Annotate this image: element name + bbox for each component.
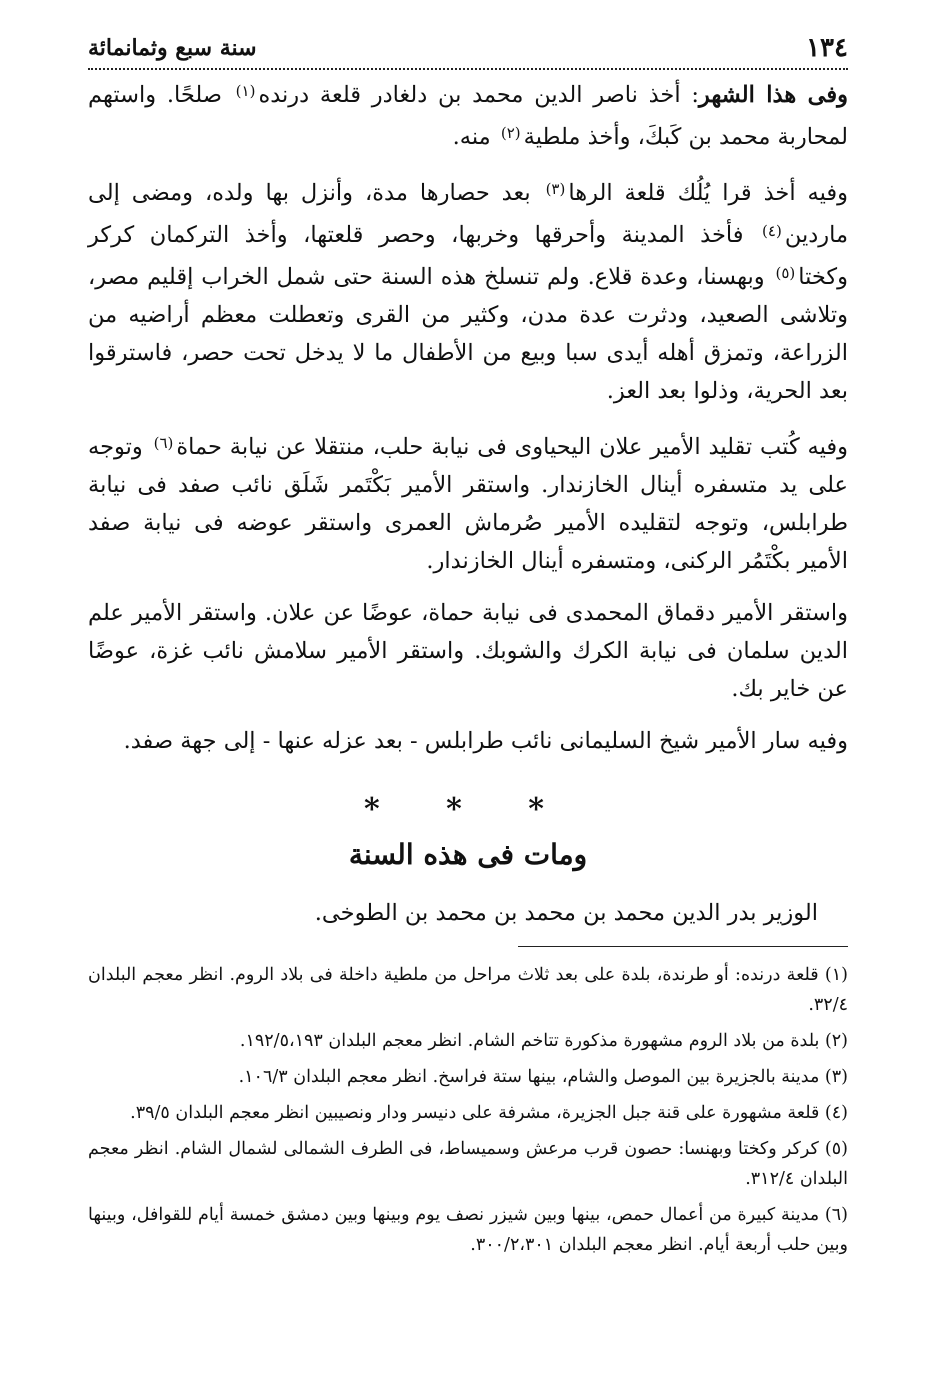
page-header: [88, 28, 848, 70]
footnote-1: (١) قلعة درنده: أو طرندة، بلدة على بعد ثلاث مراحل من ملطية داخلة فى بلاد الروم. انظر معجم البلدان ٣٢/٤.: [88, 965, 848, 1015]
footnote-ref-1[interactable]: (١): [235, 82, 256, 100]
section-heading: ومات فى هذه السنة: [348, 838, 588, 871]
footnotes: [88, 960, 848, 1266]
paragraph-2: [88, 170, 848, 410]
paragraph-lead: وفى هذا الشهر: [698, 82, 848, 108]
paragraph-4: واستقر الأمير دقماق المحمدى فى نيابة حماة، عوضًا عن علان. واستقر الأمير علم الدين سلمان فى نيابة الكرك والشوبك. واستقر الأمير سلامش نائب غزة، عوضًا عن خاير بك.: [88, 600, 848, 702]
footnote-separator: [518, 946, 848, 947]
paragraph-text: فأخذ المدينة وأحرقها وخربها، وحصر قلعتها، وأخذ التركمان كركر وكختا: [88, 222, 848, 290]
paragraph-3: [88, 424, 848, 580]
paragraph-text: وتوجه على يد متسفره أينال الخازندار. واستقر الأمير بَكْتَمر شَلَق نائب صفد فى نيابة طرابلس، وتوجه لتقليده الأمير صُرماش العمرى واستقر عوضه فى نيابة صفد الأمير بكْتَمُر الركنى، ومتسفره أينال الخازندار.: [88, 434, 848, 574]
footnote-ref-6[interactable]: (٦): [153, 434, 174, 452]
footnote-5: (٥) كركر وكختا وبهنسا: حصون قرب مرعش وسميساط، فى الطرف الشمالى لشمال الشام. انظر معجم البلدان ٣١٢/٤.: [88, 1139, 848, 1189]
paragraph-text: صلحًا. واستهم لمحاربة محمد بن كَبكَ، وأخذ ملطية: [88, 82, 848, 150]
paragraph-text: : أخذ ناصر الدين محمد بن دلغادر قلعة درنده: [258, 82, 699, 108]
footnote-ref-3[interactable]: (٣): [545, 180, 566, 198]
paragraph-1: [88, 72, 848, 156]
page-number: ١٣٤: [806, 33, 848, 63]
paragraph-text: منه.: [452, 124, 498, 150]
footnote-6: (٦) مدينة كبيرة من أعمال حمص، بينها وبين شيزر نصف يوم وبينها وبين دمشق خمسة أيام للقوافل، وبينها وبين حلب أربعة أيام. انظر معجم البلدان ٣٠٠/٢،٣٠١.: [88, 1205, 848, 1255]
section-divider-stars: * * *: [364, 792, 572, 827]
paragraph-text: وبهسنا، وعدة قلاع. ولم تنسلخ هذه السنة حتى شمل الخراب إقليم مصر، وتلاشى الصعيد، ودثرت عدة مدن، وكثير من القرى وتعطلت معظم أراضيه من الزراعة، وتمزق أهله أيدى سبا وبيع من الأطفال ما لا يدخل تحت حصر، فاسترقوا بعد الحرية، وذلوا بعد العز.: [88, 264, 848, 404]
main-text: [88, 72, 848, 774]
paragraph-text: بعد حصارها مدة، وأنزل بها ولده، ومضى إلى ماردين: [88, 180, 848, 248]
footnote-2: (٢) بلدة من بلاد الروم مشهورة مذكورة تتاخم الشام. انظر معجم البلدان ١٩٢/٥،١٩٣.: [239, 1031, 848, 1051]
deaths-entry: الوزير بدر الدين محمد بن محمد بن محمد بن الطوخى.: [314, 900, 818, 926]
paragraph-text: وفيه كُتب تقليد الأمير علان اليحياوى فى نيابة حلب، منتقلا عن نيابة حماة: [176, 434, 848, 460]
footnote-ref-2[interactable]: (٢): [500, 124, 521, 142]
footnote-ref-4[interactable]: (٤): [762, 222, 782, 240]
paragraph-text: وفيه أخذ قرا يُلُك قلعة الرها: [568, 180, 848, 206]
running-title: سنة سبع وثمانمائة: [88, 35, 257, 61]
footnote-4: (٤) قلعة مشهورة على قنة جبل الجزيرة، مشرفة على دنيسر ودار ونصيبين انظر معجم البلدان ٣٩/٥.: [130, 1103, 848, 1123]
footnote-ref-5[interactable]: (٥): [775, 264, 796, 282]
footnote-3: (٣) مدينة بالجزيرة بين الموصل والشام، بينها ستة فراسخ. انظر معجم البلدان ١٠٦/٣.: [238, 1067, 848, 1087]
paragraph-5: وفيه سار الأمير شيخ السليمانى نائب طرابلس - بعد عزله عنها - إلى جهة صفد.: [123, 728, 848, 754]
